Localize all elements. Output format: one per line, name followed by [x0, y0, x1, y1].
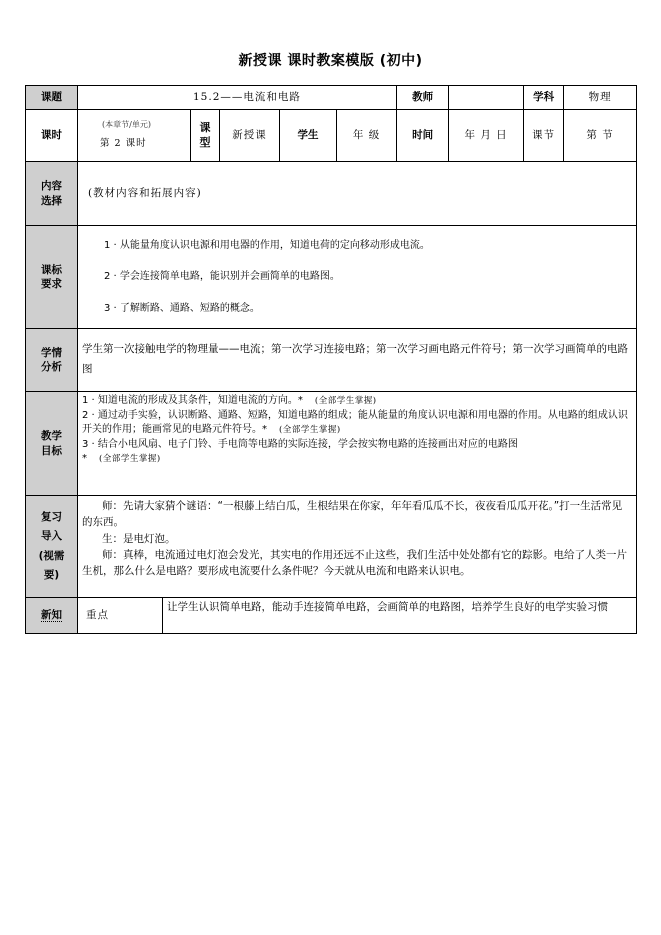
- goal-ref: (全部学生掌握): [99, 454, 161, 464]
- lesson-plan-table: [25, 85, 637, 634]
- goal-text: 2 · 通过动手实验，认识断路、通路、短路，知道电路的组成；能从能量的角度认识电源和用电器的作用。从电路的组成认识开关的作用；能画常见的电路元件符号。*: [82, 409, 628, 435]
- analysis-label-line1: 学情: [41, 346, 62, 359]
- date-value: 年 月 日: [449, 110, 524, 162]
- standard-item: 1 · 从能量角度认识电源和用电器的作用，知道电荷的定向移动形成电流。: [104, 239, 430, 251]
- subject-label: 学科: [524, 86, 564, 110]
- standards-label: [26, 226, 78, 329]
- type-value: 新授课: [220, 110, 280, 162]
- type-label: 课型: [191, 110, 220, 162]
- content-label-line2: 选择: [41, 194, 62, 207]
- analysis-label: [26, 329, 78, 392]
- new-knowledge-label-text: 新知: [41, 609, 62, 622]
- goal-ref: (全部学生掌握): [314, 396, 377, 406]
- standard-item: 3 · 了解断路、通路、短路的概念。: [104, 302, 260, 314]
- topic-row: [26, 86, 637, 110]
- review-label-line1: 复习: [41, 510, 62, 523]
- goal-item: [82, 409, 632, 438]
- content-label-line1: 内容: [41, 180, 62, 193]
- goals-label-line2: 目标: [41, 444, 62, 457]
- goals-label: [26, 392, 78, 496]
- goals-row: [26, 392, 637, 496]
- time-label: 时间: [397, 110, 449, 162]
- key-point-label: 重点: [78, 598, 163, 634]
- new-knowledge-label: [26, 598, 78, 634]
- subject-value: 物理: [564, 86, 637, 110]
- review-label-line3: (视需: [38, 549, 65, 562]
- goal-ref: (全部学生掌握): [279, 425, 341, 435]
- period-meta: (本章节/单元): [102, 119, 151, 129]
- review-paragraph: 师：真棒，电流通过电灯泡会发光，其实电的作用还远不止这些，我们生活中处处都有它的踪影。电给了人类一片生机，那么什么是电路？要形成电流要什么条件呢？今天就从电流和电路来认识电。: [82, 548, 627, 578]
- goal-item: [82, 394, 632, 409]
- key-point-value: 让学生认识简单电路，能动手连接简单电路，会画简单的电路图，培养学生良好的电学实验习惯: [163, 598, 637, 634]
- goal-item: [82, 452, 632, 467]
- goal-text: *: [82, 453, 87, 464]
- section-value: 课节: [524, 110, 564, 162]
- review-label-line4: 要): [43, 568, 60, 581]
- standards-list: [78, 226, 637, 329]
- review-label: [26, 496, 78, 598]
- review-label-line2: 导入: [41, 530, 62, 543]
- teacher-label: 教师: [397, 86, 449, 110]
- period-value: 第 2 课时: [100, 138, 147, 150]
- period-row: [26, 110, 637, 162]
- document-title: 新授课 课时教案模版 (初中): [238, 53, 423, 69]
- review-paragraph: 师：先请大家猜个谜语：“一根藤上结白瓜，生根结果在你家，年年看瓜瓜不长，夜夜看瓜瓜开花。”打一生活常见的东西。: [82, 500, 623, 529]
- content-value: (教材内容和拓展内容): [78, 162, 637, 226]
- content-label: [26, 162, 78, 226]
- analysis-row: [26, 329, 637, 392]
- analysis-label-line2: 分析: [41, 361, 62, 373]
- standards-label-line1: 课标: [41, 263, 62, 276]
- goal-item: [82, 438, 632, 453]
- topic-value: 15.2——电流和电路: [78, 86, 397, 110]
- section-number-value: 第 节: [564, 110, 637, 162]
- goals-label-line1: 教学: [41, 430, 62, 443]
- grade-value: 年 级: [337, 110, 397, 162]
- goal-text: 3 · 结合小电风扇、电子门铃、手电筒等电路的实际连接，学会按实物电路的连接画出对应的电路图: [82, 438, 518, 450]
- teacher-value: [449, 86, 524, 110]
- standards-label-line2: 要求: [41, 278, 62, 290]
- goal-text: 1 · 知道电流的形成及其条件，知道电流的方向。*: [82, 395, 303, 406]
- content-row: [26, 162, 637, 226]
- standards-row: [26, 226, 637, 329]
- analysis-text: 学生第一次接触电学的物理量——电流；第一次学习连接电路；第一次学习画电路元件符号；第一次学习画简单的电路图: [78, 329, 637, 392]
- period-label: 课时: [26, 110, 78, 162]
- review-row: [26, 496, 637, 598]
- period-cell: [78, 110, 191, 162]
- goals-list: [78, 392, 637, 496]
- topic-label: 课题: [26, 86, 78, 110]
- student-label: 学生: [280, 110, 337, 162]
- review-paragraph: 生：是电灯泡。: [102, 532, 176, 545]
- review-text: [78, 496, 637, 598]
- standard-item: 2 · 学会连接简单电路，能识别并会画简单的电路图。: [104, 271, 340, 283]
- new-knowledge-row: [26, 598, 637, 634]
